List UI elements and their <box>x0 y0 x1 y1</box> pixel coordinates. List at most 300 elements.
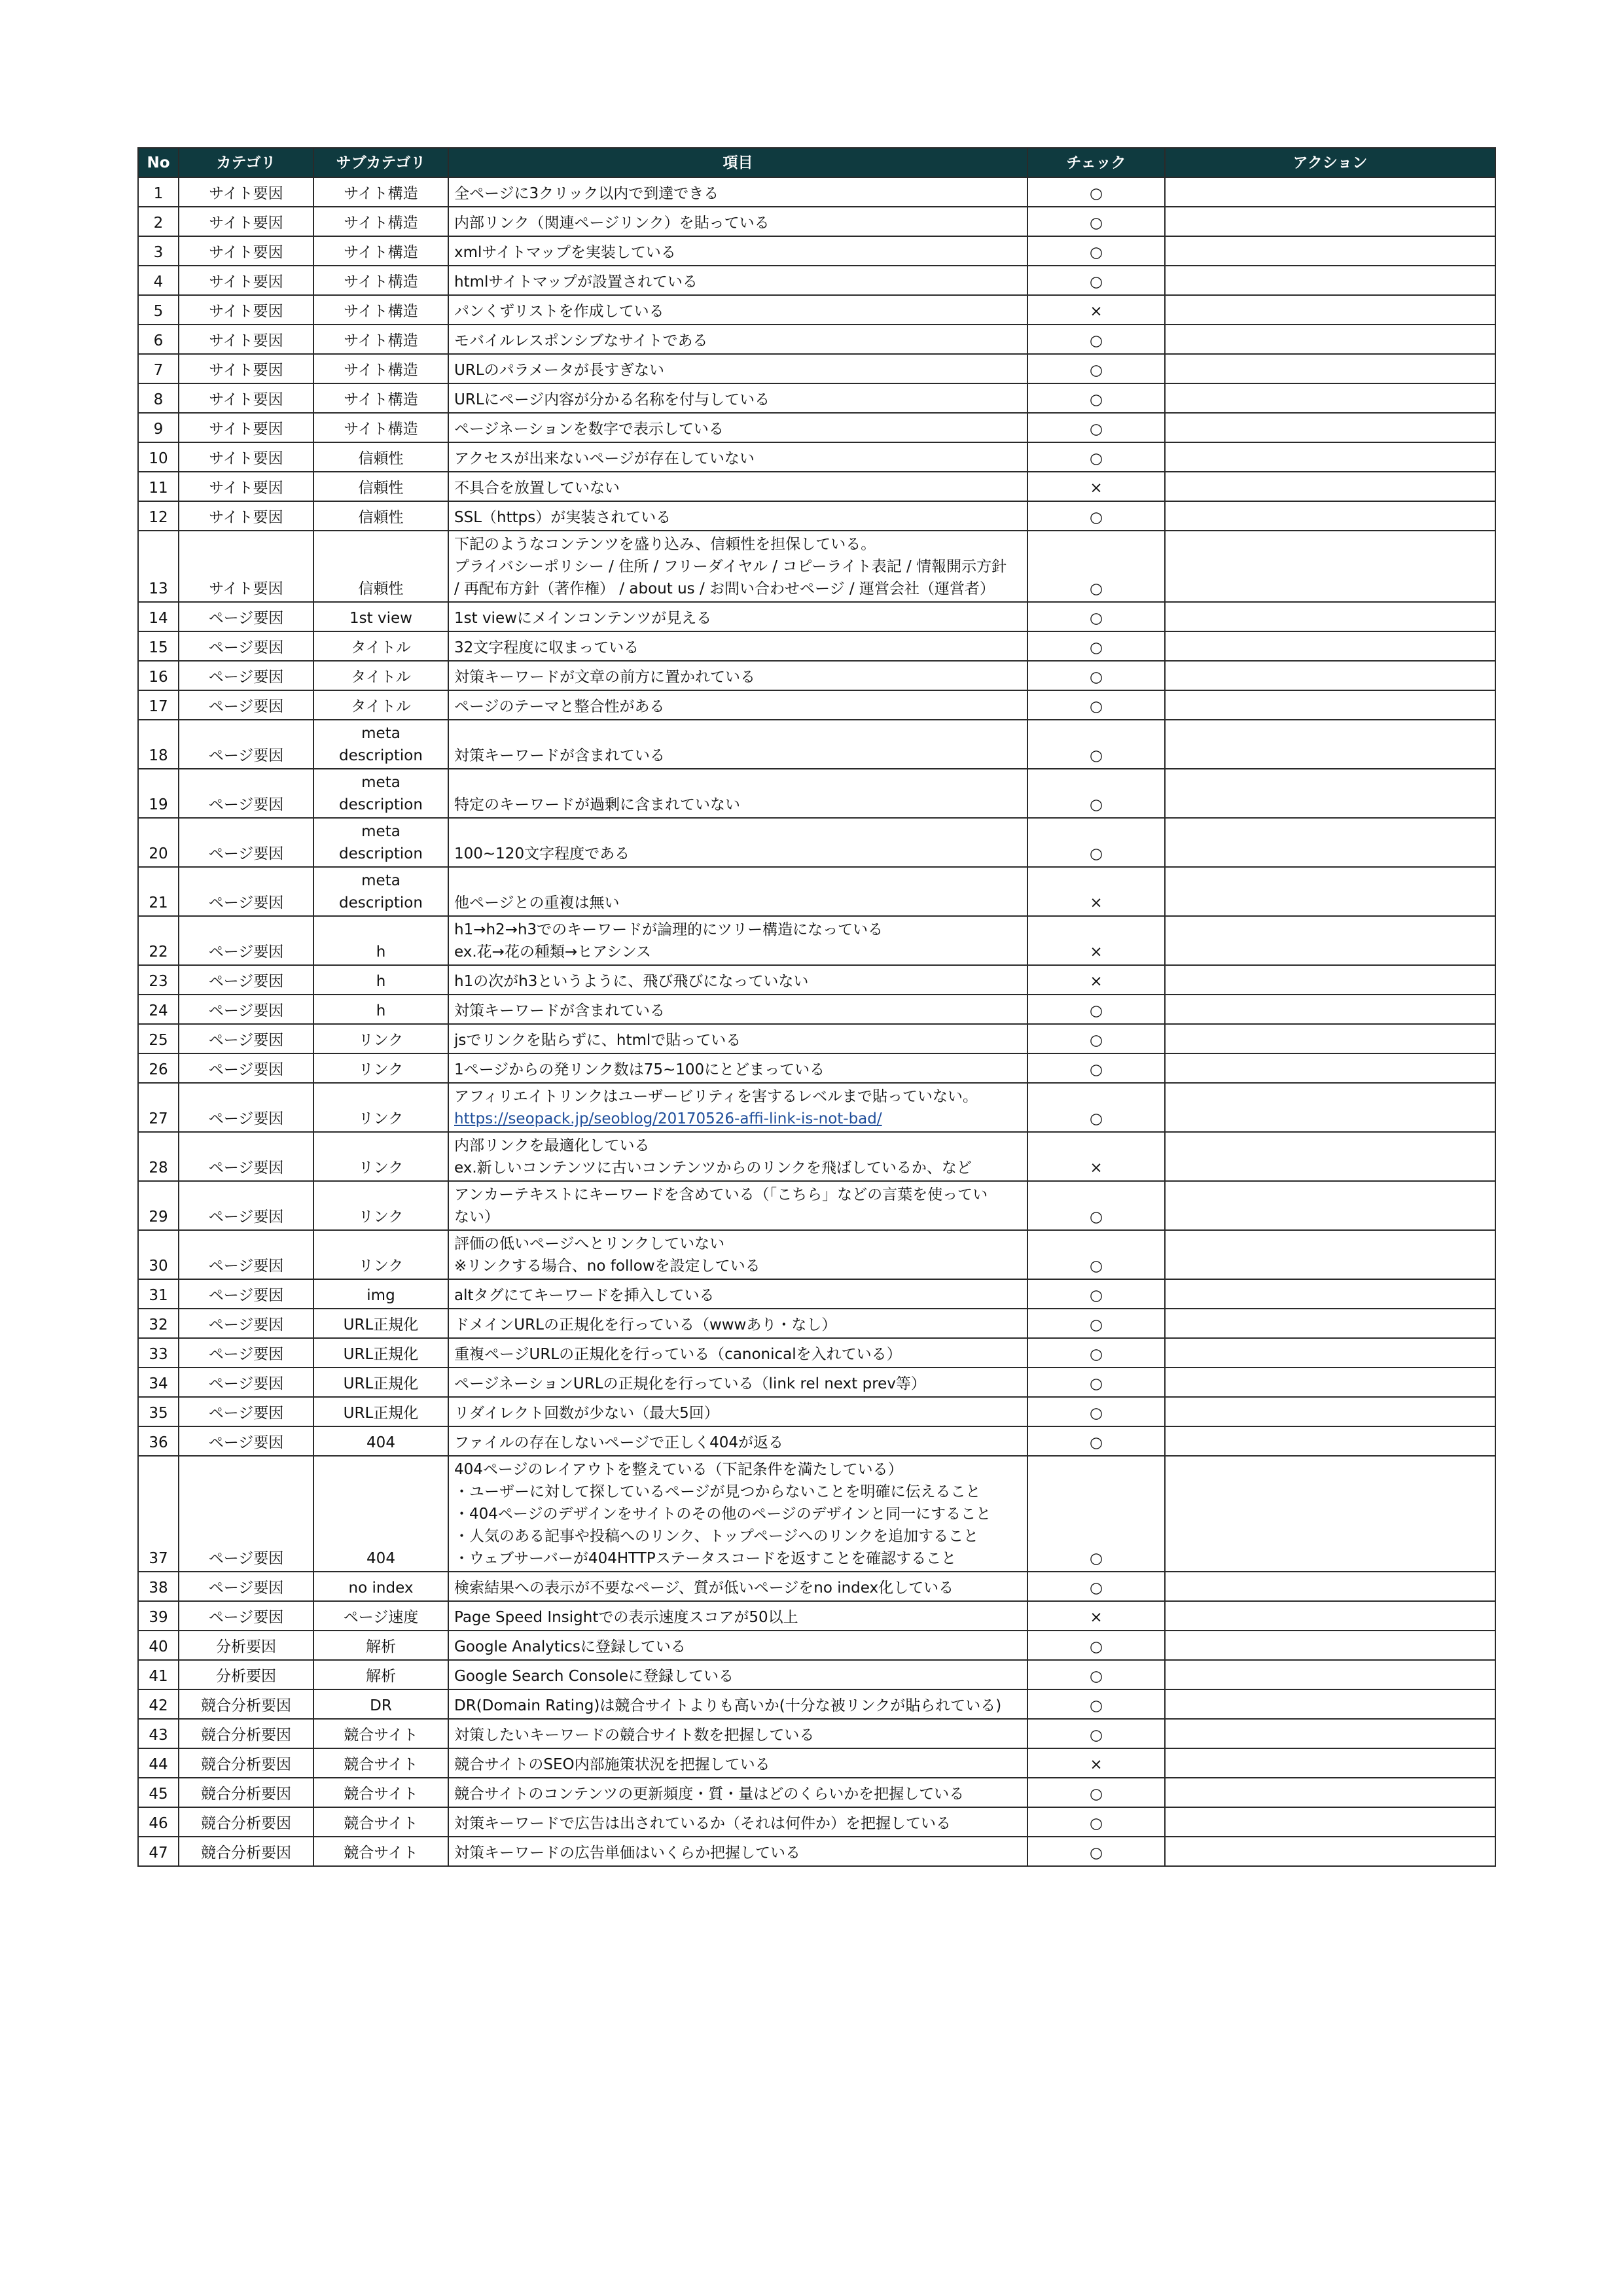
row-check-cell: ○ <box>1027 1719 1165 1748</box>
row-item-cell: 1ページからの発リンク数は75~100にとどまっている <box>448 1053 1027 1083</box>
row-item-cell: DR(Domain Rating)は競合サイトよりも高いか(十分な被リンクが貼られている) <box>448 1689 1027 1719</box>
row-item-cell: 競合サイトのSEO内部施策状況を把握している <box>448 1748 1027 1778</box>
row-check-cell: ○ <box>1027 1837 1165 1866</box>
row-category-cell: ページ要因 <box>179 1368 313 1397</box>
row-category-cell: 競合分析要因 <box>179 1807 313 1837</box>
row-action-cell <box>1165 354 1495 383</box>
row-check-cell: ○ <box>1027 1778 1165 1807</box>
row-subcategory-cell: DR <box>313 1689 448 1719</box>
row-category-cell: サイト要因 <box>179 531 313 602</box>
row-item-cell: htmlサイトマップが設置されている <box>448 266 1027 295</box>
row-item-cell: 特定のキーワードが過剰に含まれていない <box>448 769 1027 818</box>
row-check-cell: ○ <box>1027 1083 1165 1132</box>
row-action-cell <box>1165 207 1495 236</box>
row-check-cell: ○ <box>1027 1024 1165 1053</box>
row-check-cell: ○ <box>1027 769 1165 818</box>
row-check-cell: ○ <box>1027 1368 1165 1397</box>
row-item-cell: 評価の低いページへとリンクしていない ※リンクする場合、no followを設定している <box>448 1230 1027 1279</box>
row-category-cell: ページ要因 <box>179 995 313 1024</box>
row-subcategory-cell: URL正規化 <box>313 1368 448 1397</box>
row-action-cell <box>1165 1053 1495 1083</box>
row-category-cell: サイト要因 <box>179 354 313 383</box>
row-subcategory-cell: サイト構造 <box>313 207 448 236</box>
table-row <box>138 325 1495 354</box>
row-subcategory-cell: h <box>313 965 448 995</box>
row-action-cell <box>1165 1631 1495 1660</box>
row-action-cell <box>1165 1456 1495 1572</box>
row-no-cell: 15 <box>138 631 179 661</box>
row-item-cell: 重複ページURLの正規化を行っている（canonicalを入れている） <box>448 1338 1027 1368</box>
row-no-cell: 29 <box>138 1181 179 1230</box>
row-item-cell: リダイレクト回数が少ない（最大5回） <box>448 1397 1027 1426</box>
table-row <box>138 1181 1495 1230</box>
table-row <box>138 1456 1495 1572</box>
row-action-cell <box>1165 1778 1495 1807</box>
row-item-cell: ファイルの存在しないページで正しく404が返る <box>448 1426 1027 1456</box>
row-category-cell: ページ要因 <box>179 1024 313 1053</box>
row-no-cell: 35 <box>138 1397 179 1426</box>
row-category-cell: サイト要因 <box>179 236 313 266</box>
row-item-link[interactable]: https://seopack.jp/seoblog/20170526-affi-link-is-not-bad/ <box>454 1110 882 1127</box>
row-item-cell: h1の次がh3というように、飛び飛びになっていない <box>448 965 1027 995</box>
row-subcategory-cell: 解析 <box>313 1631 448 1660</box>
table-row <box>138 1083 1495 1132</box>
row-action-cell <box>1165 383 1495 413</box>
row-no-cell: 27 <box>138 1083 179 1132</box>
row-item-cell: アクセスが出来ないページが存在していない <box>448 442 1027 472</box>
row-category-cell: ページ要因 <box>179 916 313 965</box>
row-subcategory-cell: サイト構造 <box>313 177 448 207</box>
row-subcategory-cell: タイトル <box>313 690 448 720</box>
row-category-cell: サイト要因 <box>179 295 313 325</box>
row-action-cell <box>1165 1689 1495 1719</box>
row-action-cell <box>1165 501 1495 531</box>
table-row <box>138 236 1495 266</box>
row-action-cell <box>1165 867 1495 916</box>
row-action-cell <box>1165 1837 1495 1866</box>
row-check-cell: ○ <box>1027 207 1165 236</box>
row-category-cell: ページ要因 <box>179 1426 313 1456</box>
row-check-cell: ○ <box>1027 690 1165 720</box>
row-subcategory-cell: 競合サイト <box>313 1807 448 1837</box>
row-category-cell: サイト要因 <box>179 383 313 413</box>
row-action-cell <box>1165 916 1495 965</box>
row-check-cell: × <box>1027 916 1165 965</box>
row-action-cell <box>1165 531 1495 602</box>
row-item-cell: Page Speed Insightでの表示速度スコアが50以上 <box>448 1601 1027 1631</box>
row-action-cell <box>1165 1719 1495 1748</box>
row-subcategory-cell: 競合サイト <box>313 1837 448 1866</box>
row-check-cell: ○ <box>1027 1456 1165 1572</box>
row-no-cell: 3 <box>138 236 179 266</box>
row-subcategory-cell: サイト構造 <box>313 295 448 325</box>
table-row <box>138 1426 1495 1456</box>
row-check-cell: ○ <box>1027 531 1165 602</box>
col-header-item: 項目 <box>448 148 1027 177</box>
row-action-cell <box>1165 602 1495 631</box>
row-subcategory-cell: サイト構造 <box>313 354 448 383</box>
table-row <box>138 769 1495 818</box>
row-subcategory-cell: リンク <box>313 1132 448 1181</box>
row-action-cell <box>1165 965 1495 995</box>
row-subcategory-cell: 競合サイト <box>313 1719 448 1748</box>
row-check-cell: ○ <box>1027 442 1165 472</box>
row-check-cell: ○ <box>1027 1397 1165 1426</box>
row-action-cell <box>1165 177 1495 207</box>
row-subcategory-cell: 解析 <box>313 1660 448 1689</box>
row-category-cell: サイト要因 <box>179 501 313 531</box>
table-row <box>138 1230 1495 1279</box>
row-subcategory-cell: h <box>313 995 448 1024</box>
row-no-cell: 30 <box>138 1230 179 1279</box>
row-no-cell: 39 <box>138 1601 179 1631</box>
row-no-cell: 11 <box>138 472 179 501</box>
row-action-cell <box>1165 413 1495 442</box>
row-subcategory-cell: meta description <box>313 769 448 818</box>
row-no-cell: 19 <box>138 769 179 818</box>
row-subcategory-cell: サイト構造 <box>313 383 448 413</box>
row-item-cell: SSL（https）が実装されている <box>448 501 1027 531</box>
row-no-cell: 24 <box>138 995 179 1024</box>
row-no-cell: 37 <box>138 1456 179 1572</box>
row-no-cell: 6 <box>138 325 179 354</box>
row-no-cell: 26 <box>138 1053 179 1083</box>
row-category-cell: サイト要因 <box>179 442 313 472</box>
row-subcategory-cell: ページ速度 <box>313 1601 448 1631</box>
row-category-cell: ページ要因 <box>179 602 313 631</box>
table-row <box>138 1338 1495 1368</box>
row-no-cell: 33 <box>138 1338 179 1368</box>
row-subcategory-cell: 競合サイト <box>313 1748 448 1778</box>
row-no-cell: 44 <box>138 1748 179 1778</box>
row-check-cell: ○ <box>1027 1807 1165 1837</box>
row-category-cell: サイト要因 <box>179 413 313 442</box>
row-no-cell: 10 <box>138 442 179 472</box>
row-item-cell: ページネーションを数字で表示している <box>448 413 1027 442</box>
row-subcategory-cell: 404 <box>313 1426 448 1456</box>
row-action-cell <box>1165 1309 1495 1338</box>
row-check-cell: ○ <box>1027 1689 1165 1719</box>
row-no-cell: 23 <box>138 965 179 995</box>
row-item-cell: 検索結果への表示が不要なページ、質が低いページをno index化している <box>448 1572 1027 1601</box>
row-item-cell: h1→h2→h3でのキーワードが論理的にツリー構造になっている ex.花→花の種類→ヒアシンス <box>448 916 1027 965</box>
row-check-cell: ○ <box>1027 383 1165 413</box>
row-category-cell: 分析要因 <box>179 1631 313 1660</box>
table-row <box>138 1397 1495 1426</box>
row-subcategory-cell: 競合サイト <box>313 1778 448 1807</box>
row-item-cell: URLにページ内容が分かる名称を付与している <box>448 383 1027 413</box>
row-category-cell: ページ要因 <box>179 1601 313 1631</box>
col-header-action: アクション <box>1165 148 1495 177</box>
row-no-cell: 21 <box>138 867 179 916</box>
table-row <box>138 1132 1495 1181</box>
row-item-cell: altタグにてキーワードを挿入している <box>448 1279 1027 1309</box>
row-subcategory-cell: meta description <box>313 818 448 867</box>
row-no-cell: 36 <box>138 1426 179 1456</box>
row-item-cell: ドメインURLの正規化を行っている（wwwあり・なし） <box>448 1309 1027 1338</box>
row-category-cell: 競合分析要因 <box>179 1748 313 1778</box>
row-subcategory-cell: リンク <box>313 1053 448 1083</box>
table-row <box>138 266 1495 295</box>
row-subcategory-cell: サイト構造 <box>313 413 448 442</box>
row-action-cell <box>1165 1807 1495 1837</box>
row-item-cell: 対策キーワードが含まれている <box>448 720 1027 769</box>
row-action-cell <box>1165 1338 1495 1368</box>
row-item-cell: URLのパラメータが長すぎない <box>448 354 1027 383</box>
row-category-cell: ページ要因 <box>179 720 313 769</box>
table-row <box>138 472 1495 501</box>
row-item-cell: xmlサイトマップを実装している <box>448 236 1027 266</box>
row-no-cell: 9 <box>138 413 179 442</box>
table-row <box>138 631 1495 661</box>
table-row <box>138 661 1495 690</box>
row-category-cell: ページ要因 <box>179 661 313 690</box>
row-no-cell: 17 <box>138 690 179 720</box>
row-subcategory-cell: 信頼性 <box>313 442 448 472</box>
row-category-cell: ページ要因 <box>179 1309 313 1338</box>
row-no-cell: 20 <box>138 818 179 867</box>
row-category-cell: ページ要因 <box>179 631 313 661</box>
row-action-cell <box>1165 1368 1495 1397</box>
row-no-cell: 1 <box>138 177 179 207</box>
row-action-cell <box>1165 1230 1495 1279</box>
table-row <box>138 1778 1495 1807</box>
row-check-cell: ○ <box>1027 1338 1165 1368</box>
table-row <box>138 1368 1495 1397</box>
row-check-cell: ○ <box>1027 1572 1165 1601</box>
row-action-cell <box>1165 1024 1495 1053</box>
row-item-cell: 競合サイトのコンテンツの更新頻度・質・量はどのくらいかを把握している <box>448 1778 1027 1807</box>
row-subcategory-cell: img <box>313 1279 448 1309</box>
row-category-cell: 競合分析要因 <box>179 1778 313 1807</box>
table-row <box>138 690 1495 720</box>
row-item-cell: 対策キーワードが含まれている <box>448 995 1027 1024</box>
table-row <box>138 602 1495 631</box>
row-check-cell: ○ <box>1027 1426 1165 1456</box>
row-item-cell: アンカーテキストにキーワードを含めている（「こちら」などの言葉を使ってい ない） <box>448 1181 1027 1230</box>
row-action-cell <box>1165 325 1495 354</box>
row-subcategory-cell: タイトル <box>313 631 448 661</box>
row-category-cell: ページ要因 <box>179 769 313 818</box>
table-row <box>138 818 1495 867</box>
table-row <box>138 1024 1495 1053</box>
row-item-cell: モバイルレスポンシブなサイトである <box>448 325 1027 354</box>
row-no-cell: 47 <box>138 1837 179 1866</box>
row-no-cell: 34 <box>138 1368 179 1397</box>
row-check-cell: ○ <box>1027 720 1165 769</box>
row-category-cell: ページ要因 <box>179 965 313 995</box>
row-no-cell: 5 <box>138 295 179 325</box>
row-item-cell <box>448 1083 1027 1132</box>
col-header-no: No <box>138 148 179 177</box>
table-row <box>138 442 1495 472</box>
table-row <box>138 965 1495 995</box>
row-action-cell <box>1165 1397 1495 1426</box>
row-action-cell <box>1165 1601 1495 1631</box>
row-check-cell: × <box>1027 965 1165 995</box>
row-subcategory-cell: 信頼性 <box>313 501 448 531</box>
row-item-text: アフィリエイトリンクはユーザービリティを害するレベルまで貼っていない。 <box>454 1088 978 1105</box>
row-check-cell: ○ <box>1027 266 1165 295</box>
table-row <box>138 1572 1495 1601</box>
table-row <box>138 295 1495 325</box>
row-subcategory-cell: meta description <box>313 867 448 916</box>
table-row <box>138 354 1495 383</box>
row-subcategory-cell: サイト構造 <box>313 266 448 295</box>
row-category-cell: ページ要因 <box>179 1132 313 1181</box>
row-check-cell: ○ <box>1027 1230 1165 1279</box>
table-row <box>138 1689 1495 1719</box>
row-action-cell <box>1165 295 1495 325</box>
row-subcategory-cell: リンク <box>313 1230 448 1279</box>
row-category-cell: ページ要因 <box>179 1230 313 1279</box>
table-row <box>138 1601 1495 1631</box>
row-check-cell: ○ <box>1027 325 1165 354</box>
row-check-cell: × <box>1027 867 1165 916</box>
table-row <box>138 1719 1495 1748</box>
row-no-cell: 41 <box>138 1660 179 1689</box>
row-category-cell: ページ要因 <box>179 1397 313 1426</box>
row-no-cell: 8 <box>138 383 179 413</box>
table-row <box>138 207 1495 236</box>
row-check-cell: ○ <box>1027 413 1165 442</box>
row-check-cell: ○ <box>1027 818 1165 867</box>
row-item-cell: 内部リンク（関連ページリンク）を貼っている <box>448 207 1027 236</box>
header-row <box>138 148 1495 177</box>
row-no-cell: 2 <box>138 207 179 236</box>
row-action-cell <box>1165 1279 1495 1309</box>
row-check-cell: ○ <box>1027 501 1165 531</box>
table-row <box>138 501 1495 531</box>
row-check-cell: ○ <box>1027 1181 1165 1230</box>
row-subcategory-cell: リンク <box>313 1181 448 1230</box>
row-category-cell: ページ要因 <box>179 1083 313 1132</box>
row-category-cell: ページ要因 <box>179 1456 313 1572</box>
row-category-cell: ページ要因 <box>179 1338 313 1368</box>
row-check-cell: ○ <box>1027 1279 1165 1309</box>
row-category-cell: サイト要因 <box>179 472 313 501</box>
table-row <box>138 1660 1495 1689</box>
table-row <box>138 1748 1495 1778</box>
row-subcategory-cell: 信頼性 <box>313 472 448 501</box>
row-item-cell: 内部リンクを最適化している ex.新しいコンテンツに古いコンテンツからのリンクを飛ばしているか、など <box>448 1132 1027 1181</box>
row-category-cell: ページ要因 <box>179 1181 313 1230</box>
row-item-cell: ページネーションURLの正規化を行っている（link rel next prev等） <box>448 1368 1027 1397</box>
row-category-cell: サイト要因 <box>179 325 313 354</box>
row-no-cell: 45 <box>138 1778 179 1807</box>
row-check-cell: × <box>1027 295 1165 325</box>
row-item-cell: Google Analyticsに登録している <box>448 1631 1027 1660</box>
row-category-cell: サイト要因 <box>179 266 313 295</box>
row-category-cell: 競合分析要因 <box>179 1689 313 1719</box>
row-no-cell: 13 <box>138 531 179 602</box>
row-item-cell: パンくずリストを作成している <box>448 295 1027 325</box>
row-no-cell: 28 <box>138 1132 179 1181</box>
row-no-cell: 43 <box>138 1719 179 1748</box>
row-action-cell <box>1165 1426 1495 1456</box>
row-no-cell: 4 <box>138 266 179 295</box>
row-action-cell <box>1165 690 1495 720</box>
row-check-cell: ○ <box>1027 1309 1165 1338</box>
row-subcategory-cell: 1st view <box>313 602 448 631</box>
row-subcategory-cell: URL正規化 <box>313 1397 448 1426</box>
row-item-cell: 対策キーワードが文章の前方に置かれている <box>448 661 1027 690</box>
seo-checklist-table <box>137 147 1496 1867</box>
table-row <box>138 1837 1495 1866</box>
row-item-cell: 他ページとの重複は無い <box>448 867 1027 916</box>
row-no-cell: 46 <box>138 1807 179 1837</box>
row-category-cell: サイト要因 <box>179 207 313 236</box>
table-row <box>138 1309 1495 1338</box>
row-subcategory-cell: meta description <box>313 720 448 769</box>
row-item-cell: 不具合を放置していない <box>448 472 1027 501</box>
row-check-cell: ○ <box>1027 1660 1165 1689</box>
row-no-cell: 7 <box>138 354 179 383</box>
row-no-cell: 16 <box>138 661 179 690</box>
table-row <box>138 916 1495 965</box>
row-action-cell <box>1165 236 1495 266</box>
row-check-cell: ○ <box>1027 995 1165 1024</box>
row-item-cell: 対策キーワードで広告は出されているか（それは何件か）を把握している <box>448 1807 1027 1837</box>
row-item-cell: 404ページのレイアウトを整えている（下記条件を満たしている） ・ユーザーに対して探しているページが見つからないことを明確に伝えること ・404ページのデザインをサイトのその他のページのデザインと同一にすること ・人気のある記事や投稿へのリンク、トップページへのリンクを追加すること ・ウェブサーバーが404HTTPステータスコードを返すことを確認すること <box>448 1456 1027 1572</box>
row-action-cell <box>1165 769 1495 818</box>
row-item-cell: 対策キーワードの広告単価はいくらか把握している <box>448 1837 1027 1866</box>
row-subcategory-cell: サイト構造 <box>313 325 448 354</box>
row-check-cell: ○ <box>1027 631 1165 661</box>
row-subcategory-cell: h <box>313 916 448 965</box>
row-item-cell: Google Search Consoleに登録している <box>448 1660 1027 1689</box>
table-row <box>138 1631 1495 1660</box>
row-item-cell: 全ページに3クリック以内で到達できる <box>448 177 1027 207</box>
table-row <box>138 995 1495 1024</box>
row-action-cell <box>1165 1660 1495 1689</box>
row-no-cell: 12 <box>138 501 179 531</box>
row-no-cell: 42 <box>138 1689 179 1719</box>
row-check-cell: ○ <box>1027 1631 1165 1660</box>
row-action-cell <box>1165 661 1495 690</box>
row-category-cell: ページ要因 <box>179 1572 313 1601</box>
row-action-cell <box>1165 1572 1495 1601</box>
row-category-cell: ページ要因 <box>179 1279 313 1309</box>
table-row <box>138 531 1495 602</box>
row-no-cell: 25 <box>138 1024 179 1053</box>
row-action-cell <box>1165 1748 1495 1778</box>
row-subcategory-cell: リンク <box>313 1083 448 1132</box>
row-item-cell: 対策したいキーワードの競合サイト数を把握している <box>448 1719 1027 1748</box>
row-action-cell <box>1165 266 1495 295</box>
table-row <box>138 177 1495 207</box>
row-category-cell: 分析要因 <box>179 1660 313 1689</box>
row-action-cell <box>1165 472 1495 501</box>
row-check-cell: ○ <box>1027 602 1165 631</box>
row-check-cell: ○ <box>1027 1053 1165 1083</box>
row-item-cell: 32文字程度に収まっている <box>448 631 1027 661</box>
row-subcategory-cell: 信頼性 <box>313 531 448 602</box>
row-no-cell: 32 <box>138 1309 179 1338</box>
row-action-cell <box>1165 631 1495 661</box>
row-check-cell: ○ <box>1027 177 1165 207</box>
row-subcategory-cell: no index <box>313 1572 448 1601</box>
table-row <box>138 383 1495 413</box>
row-check-cell: ○ <box>1027 236 1165 266</box>
row-category-cell: ページ要因 <box>179 818 313 867</box>
row-category-cell: サイト要因 <box>179 177 313 207</box>
row-category-cell: 競合分析要因 <box>179 1837 313 1866</box>
row-item-cell: 100~120文字程度である <box>448 818 1027 867</box>
table-row <box>138 1807 1495 1837</box>
row-action-cell <box>1165 818 1495 867</box>
col-header-category: カテゴリ <box>179 148 313 177</box>
